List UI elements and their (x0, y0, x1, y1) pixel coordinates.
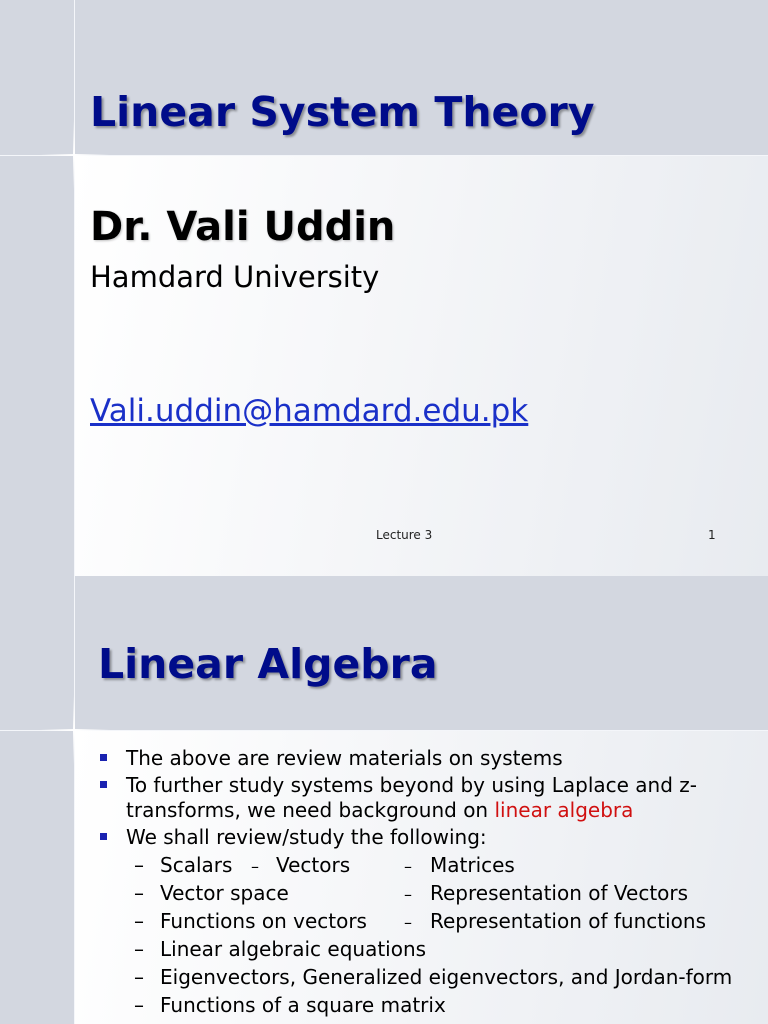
divider-line (74, 576, 75, 1024)
sub-item: Matrices (430, 853, 515, 877)
sub-item: Functions of a square matrix (160, 993, 446, 1017)
divider-line (0, 155, 768, 156)
bullet-text-line2 (126, 797, 633, 823)
sub-item: Functions on vectors (160, 909, 367, 933)
sub-item: Linear algebraic equations (160, 937, 427, 961)
divider-line (0, 730, 768, 731)
sub-item: Eigenvectors, Generalized eigenvectors, and Jordan-form (160, 965, 733, 989)
sparkle-decoration (73, 695, 75, 765)
bullet-square-icon (100, 781, 107, 788)
sparkle-decoration (40, 154, 110, 156)
email-link[interactable]: Vali.uddin@hamdard.edu.pk (90, 393, 529, 429)
sub-item: Vectors (276, 853, 351, 877)
divider-line (74, 0, 75, 576)
sparkle-decoration (40, 729, 110, 731)
slide-number: 1 (708, 528, 716, 542)
dash-marker: – (404, 857, 412, 876)
sub-item: Scalars (160, 853, 233, 877)
bullet-text: The above are review materials on systems (126, 746, 563, 770)
bullet-square-icon (100, 833, 107, 840)
affiliation: Hamdard University (90, 260, 380, 294)
bullet-square-icon (100, 754, 107, 761)
bullet-text: To further study systems beyond by using Laplace and z- (126, 773, 697, 797)
left-strip (0, 0, 75, 576)
slide-title: Linear Algebra (98, 640, 438, 688)
dash-marker: – (134, 853, 144, 877)
sparkle-decoration (73, 120, 75, 190)
dash-marker: – (251, 857, 259, 876)
footer-label: Lecture 3 (376, 528, 433, 542)
bullet-text: transforms, we need background on (126, 798, 495, 822)
highlight-text: linear algebra (494, 798, 634, 822)
dash-marker: – (134, 937, 144, 961)
sub-item: Vector space (160, 881, 289, 905)
dash-marker: – (404, 913, 412, 932)
dash-marker: – (134, 965, 144, 989)
dash-marker: – (404, 885, 412, 904)
dash-marker: – (134, 909, 144, 933)
slide-title: Linear System Theory (90, 88, 595, 136)
bullet-text: We shall review/study the following: (126, 825, 487, 849)
author-name: Dr. Vali Uddin (90, 204, 396, 250)
left-strip (0, 576, 75, 1024)
sub-item: Representation of functions (430, 909, 707, 933)
dash-marker: – (134, 881, 144, 905)
dash-marker: – (134, 993, 144, 1017)
sub-item: Representation of Vectors (430, 881, 689, 905)
